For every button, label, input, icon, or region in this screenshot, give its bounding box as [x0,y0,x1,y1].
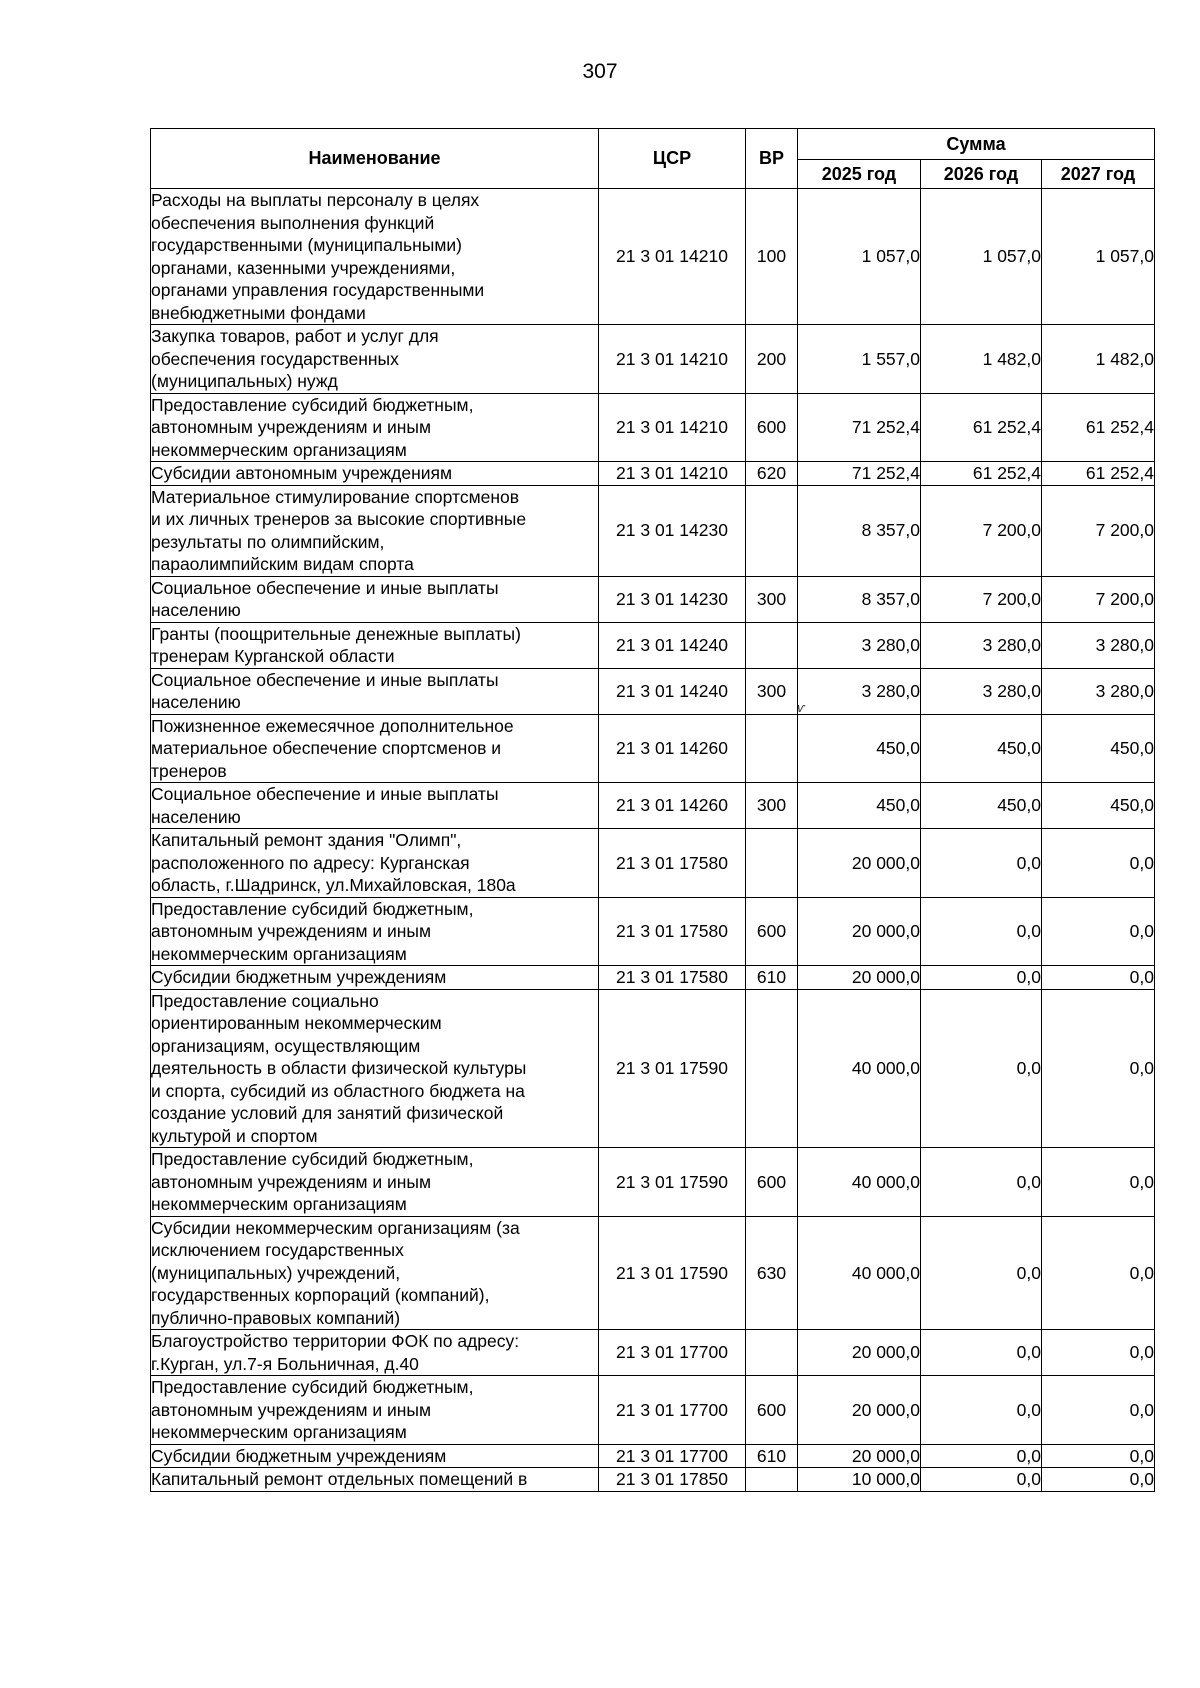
table-row [151,1148,1155,1217]
table-row [151,393,1155,462]
cell-2025: 20 000,0 [798,897,921,966]
cell-csr: 21 3 01 14230 [599,576,746,622]
cell-csr: 21 3 01 17590 [599,1216,746,1330]
cell-csr: 21 3 01 17700 [599,1330,746,1376]
cell-2025: 20 000,0 [798,1330,921,1376]
cell-csr: 21 3 01 17700 [599,1376,746,1445]
table-row [151,189,1155,325]
cell-2026: 0,0 [921,1330,1042,1376]
cell-2027: 0,0 [1042,989,1155,1148]
cell-2025: 20 000,0 [798,829,921,898]
cell-2025: 40 000,0 [798,1216,921,1330]
cell-name: Социальное обеспечение и иные выплаты населению [151,668,599,714]
cell-2025: 450,0 [798,714,921,783]
cell-vr: 200 [746,325,798,394]
cell-name: Закупка товаров, работ и услуг для обеспечения государственных (муниципальных) нужд [151,325,599,394]
table-body [151,189,1155,1492]
cell-2026: 61 252,4 [921,393,1042,462]
cell-csr: 21 3 01 14240 [599,668,746,714]
page-number: 307 [582,60,618,83]
table-row [151,668,1155,714]
cell-2025: 1 557,0 [798,325,921,394]
table-row [151,325,1155,394]
cell-name: Субсидии бюджетным учреждениям [151,1444,599,1468]
header-vr: ВР [746,129,798,189]
cell-vr [746,622,798,668]
cell-csr: 21 3 01 14210 [599,393,746,462]
table-row [151,622,1155,668]
cell-vr [746,829,798,898]
cell-2025: 40 000,0 [798,989,921,1148]
cell-2026: 0,0 [921,897,1042,966]
cell-2025: 3 280,0 [798,622,921,668]
cell-csr: 21 3 01 14230 [599,485,746,576]
header-sum: Сумма [798,129,1155,160]
cell-vr: 300 [746,783,798,829]
cell-name: Предоставление субсидий бюджетным, автономным учреждениям и иным некоммерческим организациям [151,393,599,462]
cell-name: Субсидии автономным учреждениям [151,462,599,486]
cell-2026: 0,0 [921,1468,1042,1492]
cell-csr: 21 3 01 14260 [599,783,746,829]
cell-name: Предоставление субсидий бюджетным, автономным учреждениям и иным некоммерческим организациям [151,897,599,966]
cell-vr: 630 [746,1216,798,1330]
cell-2027: 450,0 [1042,714,1155,783]
cell-2025: 450,0 [798,783,921,829]
header-csr: ЦСР [599,129,746,189]
table-row [151,829,1155,898]
cell-2027: 0,0 [1042,1444,1155,1468]
table-row [151,714,1155,783]
table-row [151,1376,1155,1445]
cell-2025: 20 000,0 [798,966,921,990]
header-name: Наименование [151,129,599,189]
header-2025: 2025 год [798,160,921,189]
cell-name: Расходы на выплаты персоналу в целях обеспечения выполнения функций государственными (муниципальными) органами, казенными учреждениями, органами управления государственными внебюджетными фондами [151,189,599,325]
cell-csr: 21 3 01 17850 [599,1468,746,1492]
table-row [151,1330,1155,1376]
cell-2027: 0,0 [1042,829,1155,898]
cell-name: Социальное обеспечение и иные выплаты населению [151,576,599,622]
cell-name: Социальное обеспечение и иные выплаты населению [151,783,599,829]
cell-2026: 1 057,0 [921,189,1042,325]
cell-2025: 8 357,0 [798,485,921,576]
cell-2025: 8 357,0 [798,576,921,622]
cell-csr: 21 3 01 17580 [599,897,746,966]
cell-2025: 3 280,0 [798,668,921,714]
header-2026: 2026 год [921,160,1042,189]
cell-2027: 61 252,4 [1042,462,1155,486]
cell-name: Субсидии бюджетным учреждениям [151,966,599,990]
cell-2025: 40 000,0 [798,1148,921,1217]
cell-vr: 610 [746,966,798,990]
table-row [151,576,1155,622]
cell-csr: 21 3 01 17580 [599,829,746,898]
cell-vr: 300 [746,576,798,622]
cell-2027: 450,0 [1042,783,1155,829]
cell-2027: 0,0 [1042,1148,1155,1217]
cell-2026: 0,0 [921,966,1042,990]
cell-2026: 3 280,0 [921,622,1042,668]
cell-2026: 0,0 [921,1376,1042,1445]
cell-2026: 61 252,4 [921,462,1042,486]
cell-csr: 21 3 01 17700 [599,1444,746,1468]
cell-csr: 21 3 01 14210 [599,189,746,325]
cell-2027: 0,0 [1042,1376,1155,1445]
cell-name: Гранты (поощрительные денежные выплаты) тренерам Курганской области [151,622,599,668]
cell-vr [746,1330,798,1376]
table-row [151,485,1155,576]
table-row [151,989,1155,1148]
cell-2025: 1 057,0 [798,189,921,325]
budget-table [150,128,1155,1492]
cell-name: Предоставление социально ориентированным некоммерческим организациям, осуществляющим деятельность в области физической культуры и спорта, субсидий из областного бюджета на создание условий для занятий физической культурой и спортом [151,989,599,1148]
cell-csr: 21 3 01 17590 [599,1148,746,1217]
cell-2025: 20 000,0 [798,1376,921,1445]
cell-vr: 300 [746,668,798,714]
cell-2027: 7 200,0 [1042,576,1155,622]
cell-name: Капитальный ремонт отдельных помещений в [151,1468,599,1492]
cell-vr: 600 [746,393,798,462]
cell-2027: 0,0 [1042,1216,1155,1330]
cell-2026: 450,0 [921,714,1042,783]
cell-2027: 0,0 [1042,1468,1155,1492]
pen-tick-mark: ⱱ [797,700,805,715]
cell-vr: 600 [746,1376,798,1445]
cell-2026: 0,0 [921,1216,1042,1330]
cell-2027: 7 200,0 [1042,485,1155,576]
cell-2026: 7 200,0 [921,485,1042,576]
cell-2027: 3 280,0 [1042,622,1155,668]
cell-2026: 1 482,0 [921,325,1042,394]
cell-name: Материальное стимулирование спортсменов и их личных тренеров за высокие спортивные результаты по олимпийским, параолимпийским видам спорта [151,485,599,576]
cell-vr [746,485,798,576]
table-row [151,1216,1155,1330]
cell-name: Предоставление субсидий бюджетным, автономным учреждениям и иным некоммерческим организациям [151,1148,599,1217]
cell-2027: 1 057,0 [1042,189,1155,325]
cell-2027: 61 252,4 [1042,393,1155,462]
table-row [151,1468,1155,1492]
cell-csr: 21 3 01 14240 [599,622,746,668]
cell-csr: 21 3 01 14210 [599,462,746,486]
cell-vr: 610 [746,1444,798,1468]
cell-csr: 21 3 01 17580 [599,966,746,990]
cell-2025: 71 252,4 [798,393,921,462]
cell-2026: 0,0 [921,1444,1042,1468]
cell-name: Благоустройство территории ФОК по адресу: г.Курган, ул.7-я Больничная, д.40 [151,1330,599,1376]
cell-vr: 600 [746,1148,798,1217]
cell-name: Пожизненное ежемесячное дополнительное материальное обеспечение спортсменов и тренеров [151,714,599,783]
table-row [151,783,1155,829]
cell-2025: 71 252,4 [798,462,921,486]
cell-vr [746,714,798,783]
cell-2026: 450,0 [921,783,1042,829]
cell-2027: 0,0 [1042,897,1155,966]
cell-csr: 21 3 01 17590 [599,989,746,1148]
cell-vr: 600 [746,897,798,966]
cell-name: Субсидии некоммерческим организациям (за исключением государственных (муниципальных) учреждений, государственных корпораций (компаний), публично-правовых компаний) [151,1216,599,1330]
cell-vr: 620 [746,462,798,486]
cell-2027: 1 482,0 [1042,325,1155,394]
cell-vr [746,989,798,1148]
cell-2026: 0,0 [921,989,1042,1148]
header-2027: 2027 год [1042,160,1155,189]
cell-2027: 3 280,0 [1042,668,1155,714]
cell-csr: 21 3 01 14210 [599,325,746,394]
cell-2026: 0,0 [921,829,1042,898]
cell-2025: 20 000,0 [798,1444,921,1468]
cell-vr: 100 [746,189,798,325]
cell-name: Капитальный ремонт здания "Олимп", расположенного по адресу: Курганская область, г.Шадринск, ул.Михайловская, 180а [151,829,599,898]
cell-csr: 21 3 01 14260 [599,714,746,783]
cell-2026: 3 280,0 [921,668,1042,714]
cell-2026: 7 200,0 [921,576,1042,622]
cell-2027: 0,0 [1042,1330,1155,1376]
table-row [151,1444,1155,1468]
cell-vr [746,1468,798,1492]
cell-2027: 0,0 [1042,966,1155,990]
cell-2025: 10 000,0 [798,1468,921,1492]
cell-name: Предоставление субсидий бюджетным, автономным учреждениям и иным некоммерческим организациям [151,1376,599,1445]
table-row [151,966,1155,990]
table-row [151,897,1155,966]
cell-2026: 0,0 [921,1148,1042,1217]
table-row [151,462,1155,486]
